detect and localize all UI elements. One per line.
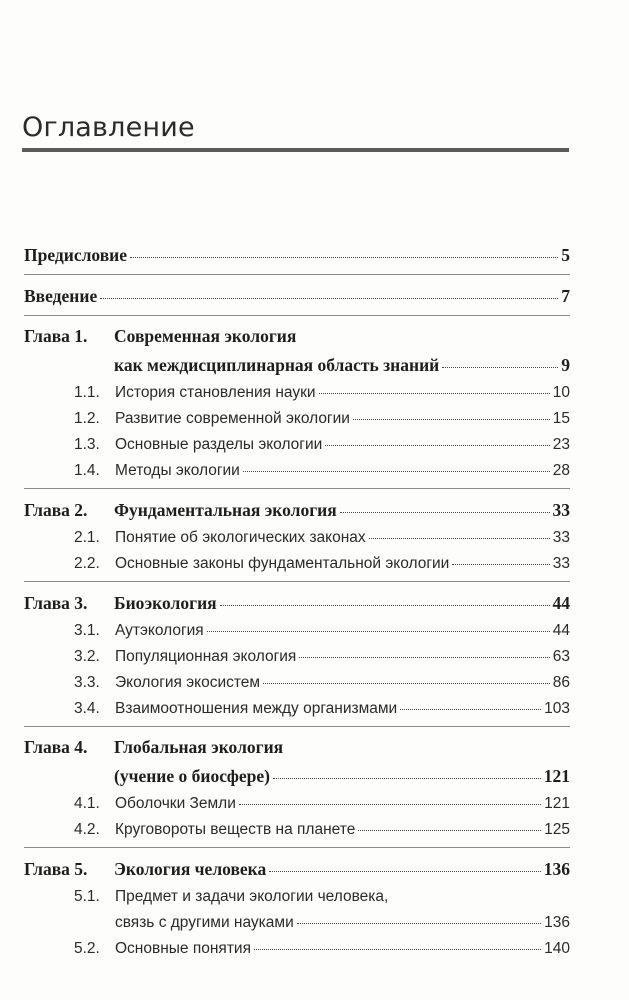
section-entry[interactable]	[24, 458, 570, 484]
section-number: 1.2.	[74, 410, 100, 427]
section-number: 2.2.	[74, 555, 100, 572]
section-number: 1.1.	[74, 384, 100, 401]
chapter-page: 121	[543, 766, 570, 786]
chapter-4	[24, 733, 570, 843]
section-title: Круговороты веществ на планете	[115, 821, 356, 838]
dot-leader	[358, 830, 541, 831]
chapter-title-line1: Современная экология	[114, 326, 297, 346]
chapter-page: 136	[543, 859, 570, 879]
section-title: Основные разделы экологии	[115, 436, 323, 453]
dot-leader	[452, 564, 549, 565]
divider	[24, 581, 570, 582]
dot-leader	[369, 538, 550, 539]
section-title-line1: Предмет и задачи экологии человека,	[115, 888, 389, 905]
divider	[24, 315, 570, 316]
section-number: 3.3.	[74, 674, 100, 691]
divider	[24, 847, 570, 848]
chapter-title-line1: Глобальная экология	[114, 737, 284, 757]
toc-entry-introduction[interactable]	[24, 281, 570, 311]
chapter-number: Глава 2.	[24, 500, 88, 520]
dot-leader	[325, 445, 549, 446]
section-entry[interactable]	[24, 817, 570, 843]
section-entry[interactable]	[24, 618, 570, 644]
section-title: Понятие об экологических законах	[115, 529, 366, 546]
section-title: Основные законы фундаментальной экологии	[115, 555, 450, 572]
table-of-contents	[24, 240, 570, 962]
dot-leader	[340, 512, 550, 513]
section-number: 3.2.	[74, 648, 100, 665]
chapter-title: (учение о биосфере)	[114, 766, 270, 786]
dot-leader	[130, 257, 558, 258]
section-number: 1.3.	[74, 436, 100, 453]
chapter-title: Фундаментальная экология	[114, 500, 337, 520]
section-page: 15	[552, 410, 570, 427]
chapter-heading[interactable]	[24, 588, 570, 618]
section-entry[interactable]	[24, 696, 570, 722]
page-title: Оглавление	[22, 112, 195, 143]
section-title: Методы экологии	[115, 462, 240, 479]
chapter-number: Глава 4.	[24, 737, 88, 757]
section-number: 2.1.	[74, 529, 100, 546]
chapter-heading[interactable]	[24, 733, 570, 761]
section-title: Популяционная экология	[115, 648, 297, 665]
chapter-title: Биоэкология	[114, 593, 217, 613]
section-page: 103	[544, 700, 570, 717]
section-number: 4.2.	[74, 821, 100, 838]
dot-leader	[299, 657, 549, 658]
section-title: Оболочки Земли	[115, 795, 236, 812]
dot-leader	[263, 683, 550, 684]
section-number: 5.2.	[74, 940, 100, 957]
section-number: 1.4.	[74, 462, 100, 479]
dot-leader	[220, 605, 550, 606]
chapter-page: 9	[561, 355, 570, 375]
section-entry[interactable]	[24, 910, 570, 936]
section-page: 86	[552, 674, 570, 691]
section-entry[interactable]	[24, 406, 570, 432]
section-entry[interactable]	[24, 644, 570, 670]
section-page: 10	[552, 384, 570, 401]
dot-leader	[239, 804, 541, 805]
section-entry[interactable]	[24, 551, 570, 577]
dot-leader	[243, 471, 550, 472]
dot-leader	[100, 298, 558, 299]
section-page: 28	[552, 462, 570, 479]
chapter-number: Глава 5.	[24, 859, 88, 879]
section-page: 136	[544, 914, 570, 931]
section-number: 5.1.	[74, 888, 100, 905]
chapter-page: 44	[552, 593, 570, 613]
chapter-heading[interactable]	[24, 322, 570, 350]
section-page: 125	[544, 821, 570, 838]
entry-title: Предисловие	[24, 245, 128, 265]
section-entry-line1[interactable]	[24, 884, 570, 910]
dot-leader	[442, 367, 558, 368]
section-entry[interactable]	[24, 432, 570, 458]
chapter-2	[24, 495, 570, 577]
section-title: Экология экосистем	[115, 674, 261, 691]
entry-page: 5	[561, 245, 570, 265]
dot-leader	[297, 923, 541, 924]
section-title: Взаимоотношения между организмами	[115, 700, 398, 717]
divider	[24, 274, 570, 275]
entry-page: 7	[561, 286, 570, 306]
chapter-title-line[interactable]	[24, 350, 570, 380]
chapter-heading[interactable]	[24, 495, 570, 525]
entry-title: Введение	[24, 286, 98, 306]
chapter-3	[24, 588, 570, 722]
section-title: Развитие современной экологии	[115, 410, 350, 427]
section-page: 33	[552, 555, 570, 572]
dot-leader	[400, 709, 541, 710]
dot-leader	[254, 949, 541, 950]
dot-leader	[273, 778, 541, 779]
section-title: Аутэкология	[115, 622, 204, 639]
chapter-title: как междисциплинарная область знаний	[114, 355, 440, 375]
chapter-heading[interactable]	[24, 854, 570, 884]
divider	[24, 726, 570, 727]
section-page: 44	[552, 622, 570, 639]
section-number: 3.1.	[74, 622, 100, 639]
section-page: 140	[544, 940, 570, 957]
chapter-page: 33	[552, 500, 570, 520]
chapter-number: Глава 3.	[24, 593, 88, 613]
section-page: 33	[552, 529, 570, 546]
section-entry[interactable]	[24, 936, 570, 962]
section-entry[interactable]	[24, 380, 570, 406]
section-page: 23	[552, 436, 570, 453]
dot-leader	[353, 419, 550, 420]
section-number: 4.1.	[74, 795, 100, 812]
section-page: 63	[552, 648, 570, 665]
chapter-1	[24, 322, 570, 484]
section-title: Основные понятия	[115, 940, 251, 957]
section-number: 3.4.	[74, 700, 100, 717]
divider	[24, 488, 570, 489]
chapter-number: Глава 1.	[24, 326, 88, 346]
title-rule	[22, 148, 569, 152]
dot-leader	[319, 393, 550, 394]
section-entry[interactable]	[24, 791, 570, 817]
section-title: История становления науки	[115, 384, 316, 401]
dot-leader	[207, 631, 550, 632]
section-title: связь с другими науками	[115, 914, 294, 931]
section-entry[interactable]	[24, 525, 570, 551]
chapter-title: Экология человека	[114, 859, 267, 879]
toc-entry-preface[interactable]	[24, 240, 570, 270]
dot-leader	[269, 871, 541, 872]
chapter-5	[24, 854, 570, 962]
chapter-title-line[interactable]	[24, 761, 570, 791]
section-entry[interactable]	[24, 670, 570, 696]
section-page: 121	[544, 795, 570, 812]
